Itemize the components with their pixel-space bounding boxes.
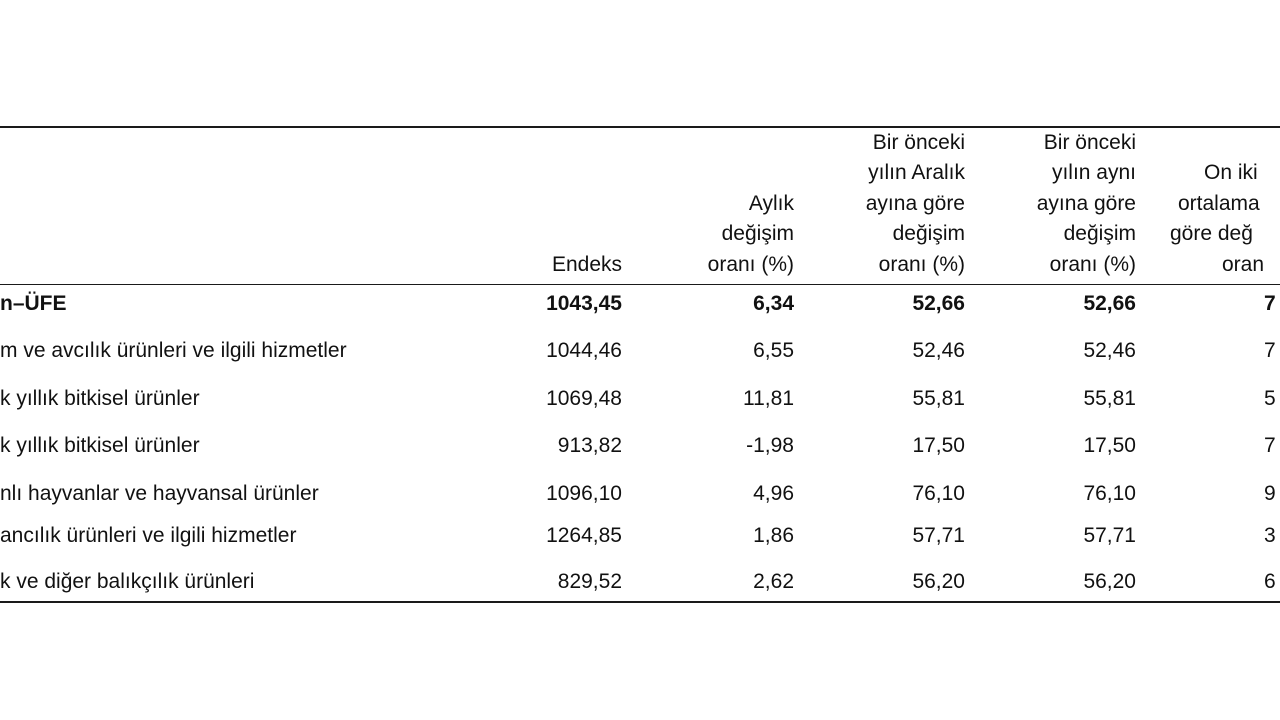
row-label: k ve diğer balıkçılık ürünleri — [0, 570, 255, 593]
cell-aylik: 1,86 — [753, 524, 794, 547]
cell-ayni: 56,20 — [1083, 570, 1136, 593]
header-line: On iki — [1204, 161, 1258, 184]
table-row — [0, 521, 1280, 551]
header-aylik — [708, 128, 794, 280]
table-bottom-rule — [0, 601, 1280, 603]
cell-aylik: 6,55 — [753, 339, 794, 362]
header-line: değişim — [721, 222, 794, 245]
header-divider — [0, 284, 1280, 285]
header-line: göre değ — [1170, 222, 1253, 245]
cell-ayni: 55,81 — [1083, 387, 1136, 410]
cell-ayni: 17,50 — [1083, 434, 1136, 457]
header-line: yılın Aralık — [868, 161, 965, 184]
cell-onki: 7 — [1264, 339, 1276, 362]
row-label: k yıllık bitkisel ürünler — [0, 387, 200, 410]
cell-ayni: 52,46 — [1083, 339, 1136, 362]
cell-endeks: 913,82 — [557, 434, 622, 457]
header-endeks — [552, 128, 622, 280]
cell-aylik: -1,98 — [746, 434, 794, 457]
cell-aralik: 52,66 — [912, 292, 965, 315]
header-line: Endeks — [551, 252, 622, 276]
cell-endeks: 1043,45 — [546, 292, 622, 315]
table-row — [0, 336, 1280, 366]
header-line: ayına göre — [1036, 191, 1136, 215]
header-aralik — [866, 128, 965, 280]
cell-aralik: 76,10 — [912, 482, 965, 505]
cell-onki: 9 — [1264, 482, 1276, 505]
cell-onki: 6 — [1264, 570, 1276, 593]
cell-aylik: 2,62 — [753, 570, 794, 593]
header-line: oranı (%) — [878, 252, 965, 276]
cell-aralik: 17,50 — [912, 434, 965, 457]
header-line: Bir önceki — [872, 130, 965, 154]
row-label: nlı hayvanlar ve hayvansal ürünler — [0, 482, 319, 505]
cell-aralik: 57,71 — [912, 524, 965, 547]
table-row — [0, 289, 1280, 319]
header-line: oran — [1222, 252, 1265, 276]
cell-endeks: 1264,85 — [546, 524, 622, 547]
header-line: oranı (%) — [1049, 252, 1136, 276]
cell-endeks: 1096,10 — [546, 482, 622, 505]
table-row — [0, 567, 1280, 597]
header-ayni — [1037, 128, 1136, 280]
header-line: Aylık — [748, 191, 794, 215]
cell-onki: 3 — [1264, 524, 1276, 547]
cell-aralik: 52,46 — [912, 339, 965, 362]
cell-aylik: 11,81 — [743, 387, 794, 410]
header-line: Bir önceki — [1043, 130, 1136, 154]
header-onki — [1160, 128, 1264, 280]
cell-endeks: 829,52 — [557, 570, 622, 593]
row-label: ancılık ürünleri ve ilgili hizmetler — [0, 524, 297, 547]
cell-ayni: 52,66 — [1083, 292, 1136, 315]
cell-onki: 7 — [1264, 434, 1276, 457]
row-label: m ve avcılık ürünleri ve ilgili hizmetler — [0, 339, 347, 362]
cell-onki: 5 — [1264, 387, 1276, 410]
header-line: ortalama — [1178, 191, 1260, 215]
cell-ayni: 76,10 — [1083, 482, 1136, 505]
header-line: ayına göre — [865, 191, 965, 215]
header-line: oranı (%) — [707, 252, 794, 276]
cell-aylik: 4,96 — [753, 482, 794, 505]
row-label: n–ÜFE — [0, 292, 67, 315]
header-line: değişim — [1063, 222, 1136, 245]
table-row — [0, 384, 1280, 414]
cell-ayni: 57,71 — [1083, 524, 1136, 547]
table-row — [0, 431, 1280, 461]
cell-endeks: 1044,46 — [546, 339, 622, 362]
table-row — [0, 479, 1280, 509]
cell-aylik: 6,34 — [753, 292, 794, 315]
cell-aralik: 55,81 — [912, 387, 965, 410]
row-label: k yıllık bitkisel ürünler — [0, 434, 200, 457]
cell-endeks: 1069,48 — [546, 387, 622, 410]
header-line: değişim — [892, 222, 965, 245]
cell-onki: 7 — [1264, 292, 1276, 315]
cell-aralik: 56,20 — [912, 570, 965, 593]
header-line: yılın aynı — [1051, 161, 1136, 184]
